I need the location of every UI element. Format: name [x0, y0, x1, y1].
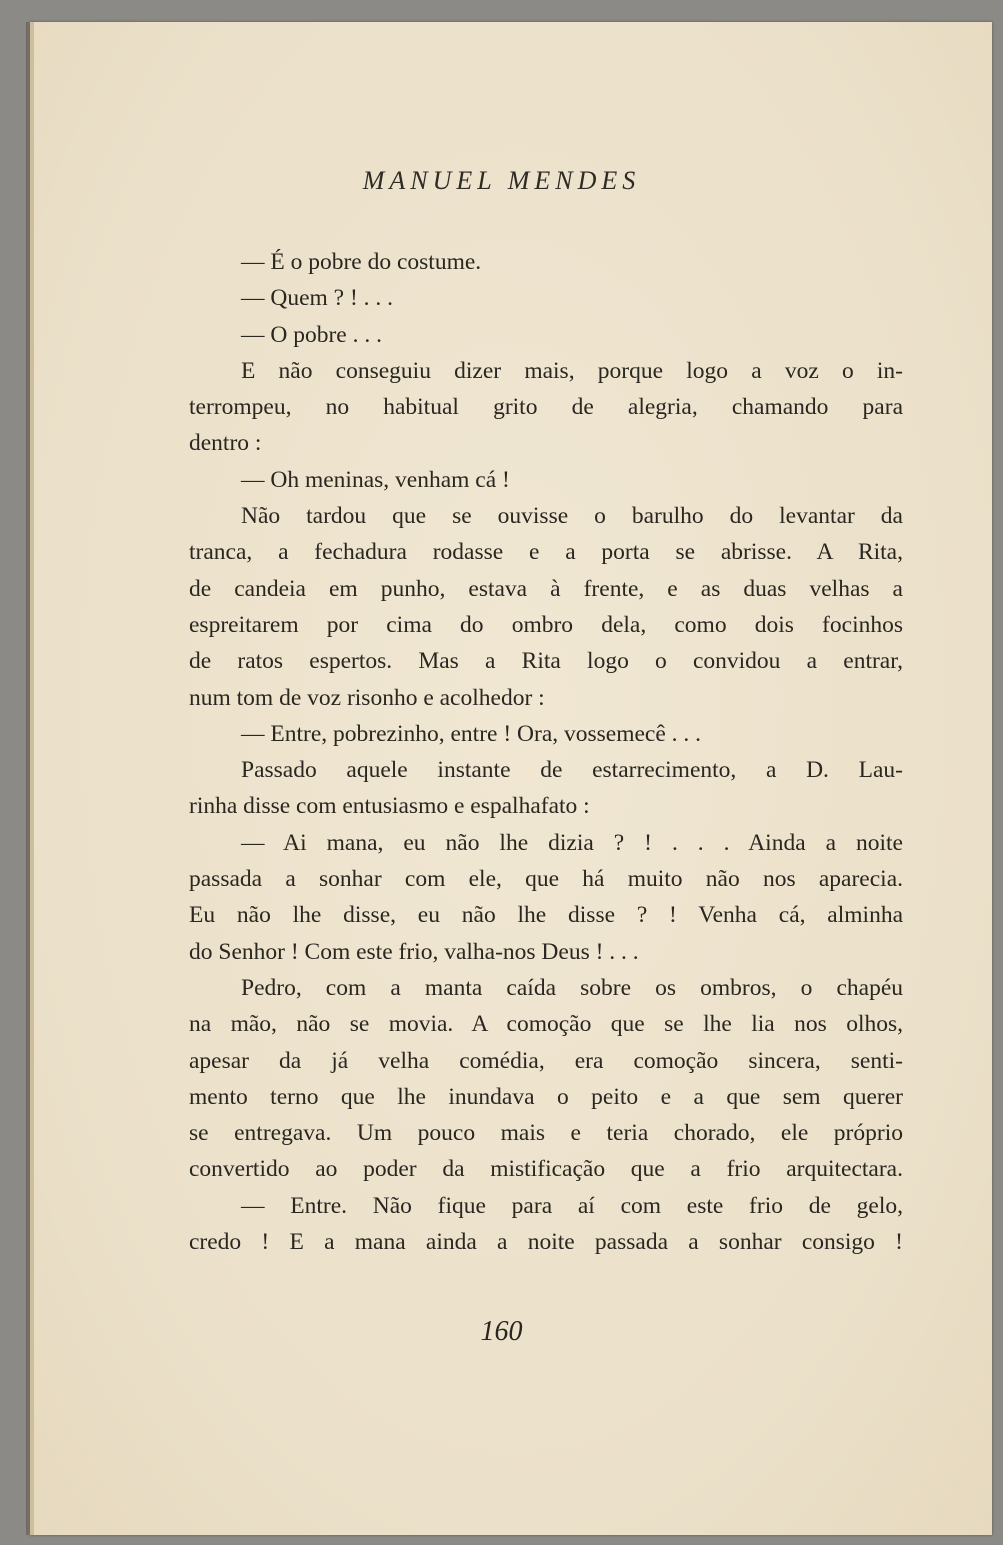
- text-line: — É o pobre do costume.: [241, 249, 482, 275]
- text-line: Eu não lhe disse, eu não lhe disse ? ! Venha cá, alminha: [189, 902, 903, 929]
- text-line: — Entre, pobrezinho, entre ! Ora, vossemecê . . .: [241, 720, 702, 747]
- text-line: passada a sonhar com ele, que há muito não nos aparecia.: [189, 866, 903, 893]
- text-line: mento terno que lhe inundava o peito e a que sem querer: [189, 1083, 903, 1110]
- text-line: dentro :: [189, 430, 262, 457]
- text-line: apesar da já velha comédia, era comoção sincera, senti-: [189, 1047, 903, 1074]
- text-line: — Oh meninas, venham cá !: [241, 466, 510, 493]
- text-line: de ratos espertos. Mas a Rita logo o convidou a entrar,: [189, 648, 903, 675]
- running-header: MANUEL MENDES: [362, 166, 641, 195]
- text-line: — Ai mana, eu não lhe dizia ? ! . . . Ainda a noite: [241, 829, 903, 856]
- text-line: Pedro, com a manta caída sobre os ombros, o chapéu: [241, 974, 903, 1001]
- text-line: terrompeu, no habitual grito de alegria, chamando para: [189, 394, 903, 421]
- text-line: de candeia em punho, estava à frente, e as duas velhas a: [189, 575, 903, 602]
- text-line: Não tardou que se ouvisse o barulho do levantar da: [241, 503, 903, 530]
- text-line: E não conseguiu dizer mais, porque logo a voz o in-: [241, 357, 903, 384]
- body-text: [189, 244, 903, 1260]
- page-number: 160: [480, 1316, 523, 1347]
- text-line: num tom de voz risonho e acolhedor :: [189, 684, 545, 711]
- text-line: — Quem ? ! . . .: [241, 285, 394, 312]
- text-line: convertido ao poder da mistificação que a frio arquitectara.: [189, 1156, 903, 1183]
- text-line: rinha disse com entusiasmo e espalhafato :: [189, 793, 590, 820]
- text-line: na mão, não se movia. A comoção que se lhe lia nos olhos,: [189, 1011, 903, 1038]
- text-line: Passado aquele instante de estarrecimento, a D. Lau-: [241, 757, 903, 784]
- text-line: — Entre. Não fique para aí com este frio de gelo,: [241, 1192, 903, 1219]
- text-line: do Senhor ! Com este frio, valha-nos Deus ! . . .: [189, 938, 639, 965]
- text-line: espreitarem por cima do ombro dela, como dois focinhos: [189, 611, 903, 638]
- text-line: credo ! E a mana ainda a noite passada a sonhar consigo !: [189, 1229, 903, 1256]
- text-line: — O pobre . . .: [241, 321, 382, 348]
- text-line: tranca, a fechadura rodasse e a porta se abrisse. A Rita,: [189, 539, 903, 566]
- text-line: se entregava. Um pouco mais e teria chorado, ele próprio: [189, 1120, 903, 1147]
